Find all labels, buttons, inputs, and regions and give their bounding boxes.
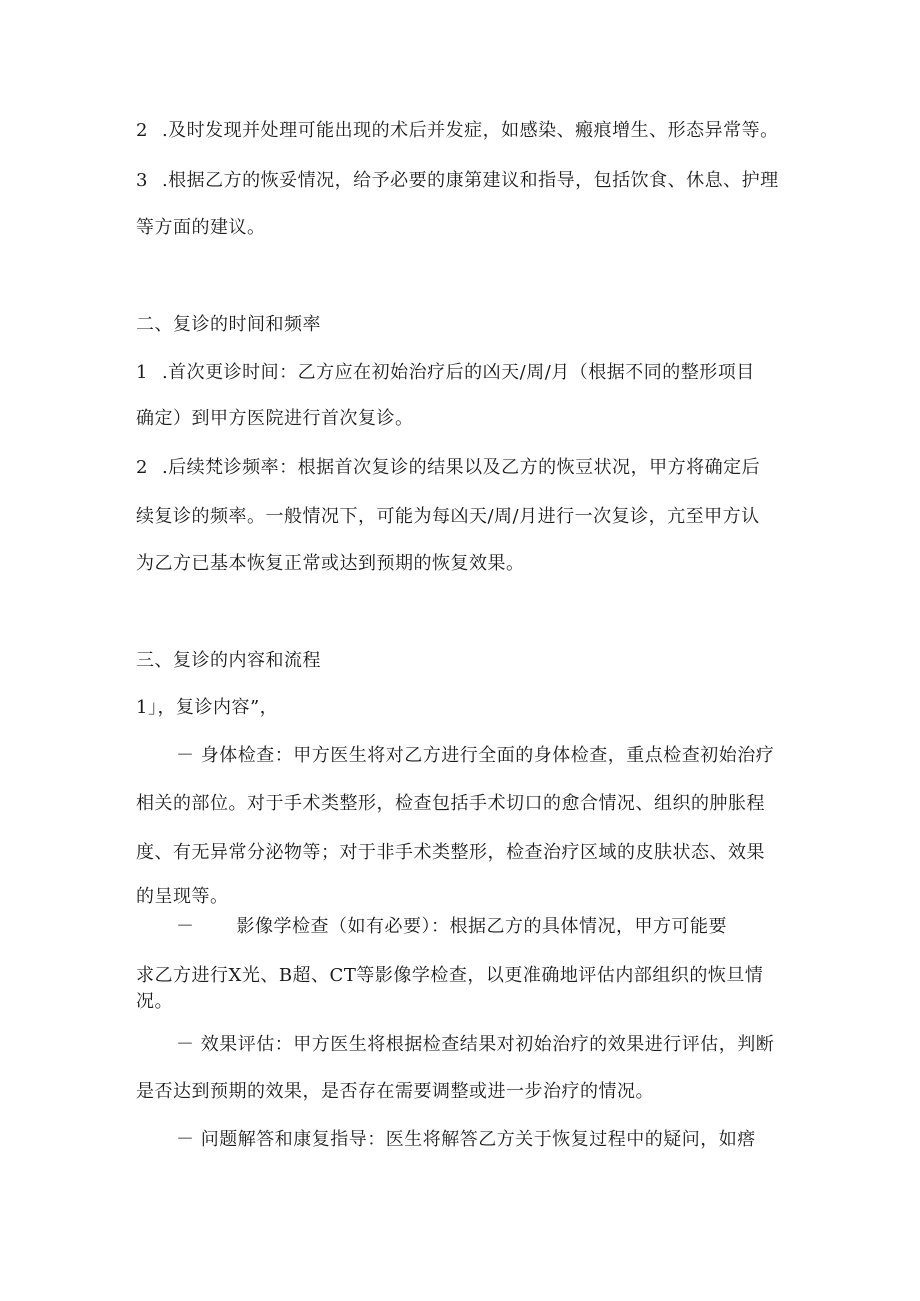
imaging-line-3: 况。 [136, 991, 173, 1012]
item-2-number: 2 [136, 120, 148, 141]
section-3-heading: 三、复诊的内容和流程 [136, 650, 321, 671]
item-3-text: .根据乙方的恢妥情况，给予必要的康第建议和指导，包括饮食、休息、护理 [161, 170, 779, 191]
item-3-line-1 [136, 170, 779, 192]
imaging-dash: － [176, 916, 195, 937]
section-2-heading: 二、复诊的时间和频率 [136, 314, 321, 335]
section-2-item-1-line-1 [136, 362, 755, 384]
qa-line-1: － 问题解答和康复指导：医生将解答乙方关于恢复过程中的疑问，如瘩 [176, 1129, 756, 1150]
section-2-item-1-text: .首次更诊时间：乙方应在初始治疗后的凶天/周/月（根据不同的整形项目 [161, 362, 755, 383]
body-check-line-4: 的呈现等。 [136, 886, 229, 907]
evaluation-line-2: 是否达到预期的效果，是否存在需要调整或进一步治疗的情况。 [136, 1081, 654, 1102]
body-check-line-1: － 身体检查：甲方医生将对乙方进行全面的身体检查，重点检查初始治疗 [176, 745, 775, 766]
section-2-item-2-text: .后续梵诊频率：根据首次复诊的结果以及乙方的恢豆状况，甲方将确定后 [161, 457, 761, 478]
section-2-item-2-line-2: 续复诊的频率。一般情况下，可能为每凶天/周/月进行一次复诊，亢至甲方认 [136, 506, 760, 527]
imaging-line-1 [176, 916, 727, 938]
item-3-line-2: 等方面的建议。 [136, 217, 266, 238]
item-2-text: .及时发现并处理可能出现的术后并发症，如感染、瘢痕增生、形态异常等。 [161, 120, 779, 141]
section-3-sub-heading: 1」，复诊内容”， [136, 697, 279, 718]
section-2-item-2-line-1 [136, 457, 760, 479]
section-2-item-1-number: 1 [136, 362, 148, 383]
item-3-number: 3 [136, 170, 148, 191]
imaging-text: 影像学检查（如有必要）：根据乙方的具体情况，甲方可能要 [236, 916, 727, 937]
item-2 [136, 120, 779, 142]
section-2-item-1-line-2: 确定）到甲方医院进行首次复诊。 [136, 408, 414, 429]
section-2-item-2-number: 2 [136, 457, 148, 478]
body-check-line-3: 度、有无异常分泌物等；对于非手术类整形，检查治疗区域的皮肤状态、效果 [136, 842, 765, 863]
evaluation-line-1: － 效果评估：甲方医生将根据检查结果对初始治疗的效果进行评估，判断 [176, 1034, 775, 1055]
imaging-line-2: 求乙方进行X光、B超、CT等影像学检查，以更准确地评估内部组织的恢旦情 [136, 965, 764, 986]
body-check-line-2: 相关的部位。对于手术类整形，检查包括手术切口的愈合情况、组织的肿胀程 [136, 793, 765, 814]
section-2-item-2-line-3: 为乙方已基本恢复正常或达到预期的恢复效果。 [136, 553, 525, 574]
